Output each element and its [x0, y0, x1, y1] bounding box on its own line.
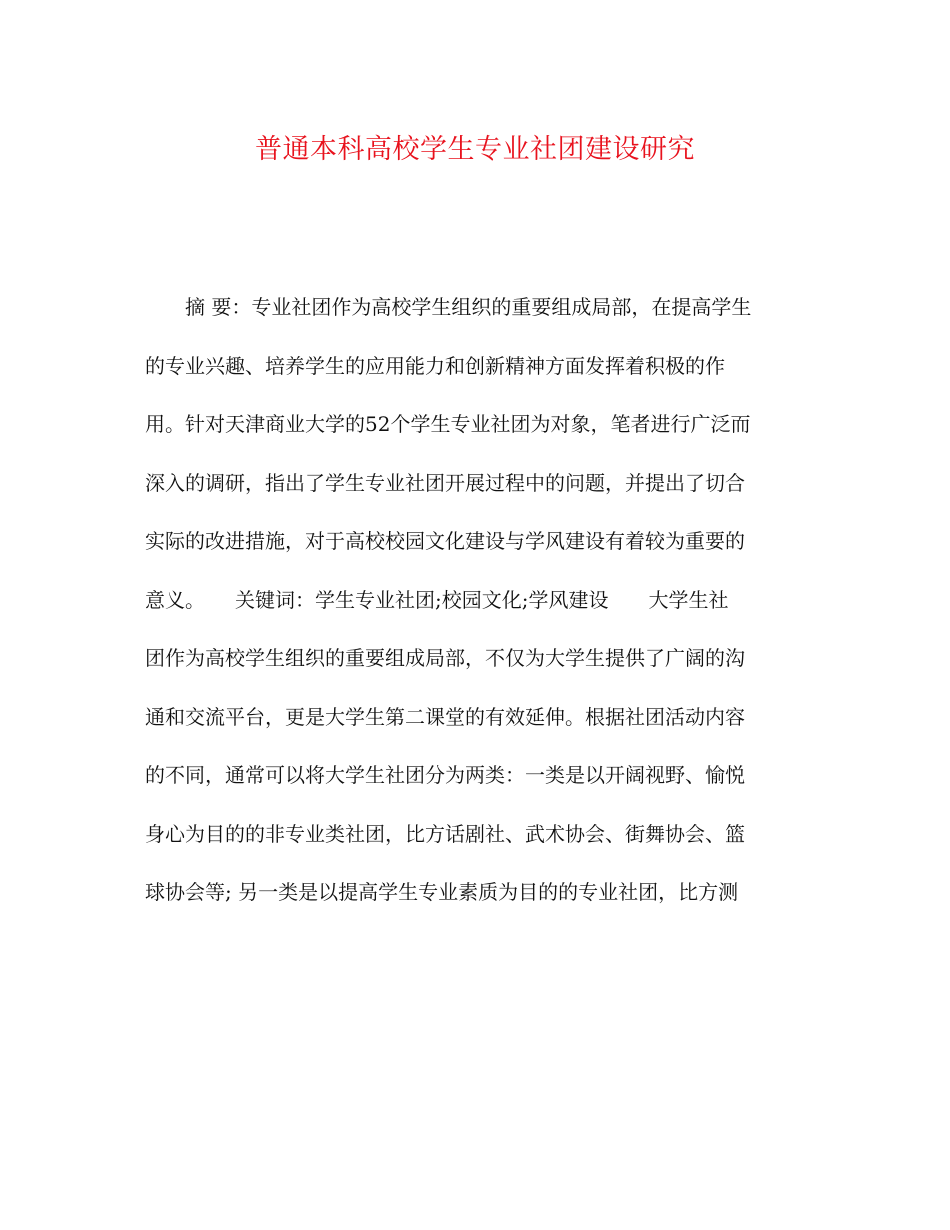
body-line: 球协会等; 另一类是以提高学生专业素质为目的的专业社团，比方测 [145, 880, 739, 904]
body-line: 意义。 关键词：学生专业社团;校园文化;学风建设 大学生社 [145, 587, 729, 612]
body-line: 团作为高校学生组织的重要组成局部，不仅为大学生提供了广阔的沟 [145, 646, 745, 670]
body-line: 的不同，通常可以将大学生社团分为两类：一类是以开阔视野、愉悦 [145, 763, 745, 787]
body-line: 深入的调研，指出了学生专业社团开展过程中的问题，并提出了切合 [145, 470, 745, 495]
body-line: 的专业兴趣、培养学生的应用能力和创新精神方面发挥着积极的作 [145, 353, 725, 378]
body-line: 身心为目的的非专业类社团，比方话剧社、武术协会、街舞协会、篮 [145, 821, 745, 846]
body-line: 通和交流平台，更是大学生第二课堂的有效延伸。根据社团活动内容 [145, 704, 745, 729]
document-title: 普通本科高校学生专业社团建设研究 [255, 134, 695, 165]
document-body [145, 284, 810, 928]
body-line: 用。针对天津商业大学的52个学生专业社团为对象，笔者进行广泛而 [145, 412, 751, 436]
body-line: 实际的改进措施，对于高校校园文化建设与学风建设有着较为重要的 [145, 529, 745, 553]
body-line: 摘 要：专业社团作为高校学生组织的重要组成局部，在提高学生 [145, 295, 752, 319]
